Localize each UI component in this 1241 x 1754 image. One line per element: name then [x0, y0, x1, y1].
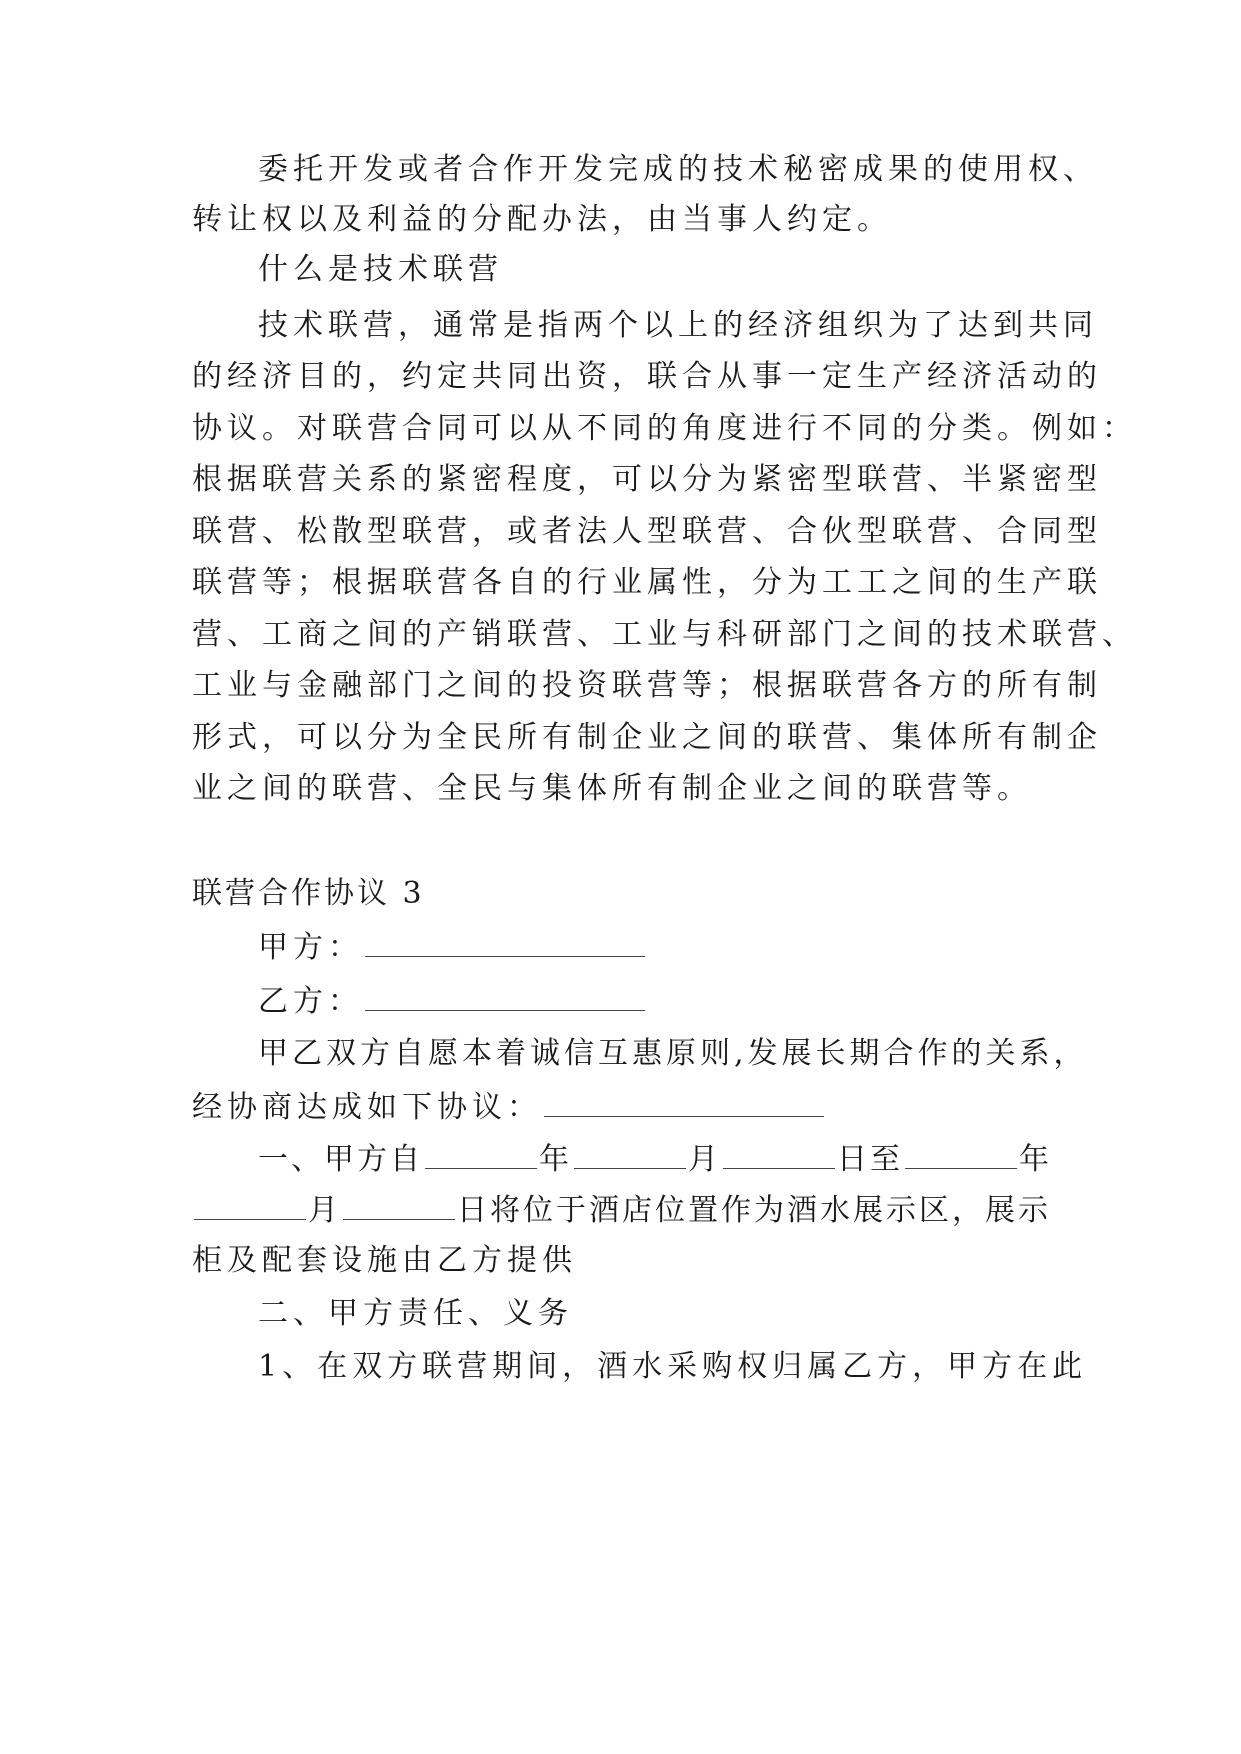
paragraph-line: 形式，可以分为全民所有制企业之间的联营、集体所有制企	[192, 720, 1102, 755]
party-a-label: 甲方：	[258, 930, 363, 965]
paragraph-line: 工业与金融部门之间的投资联营等；根据联营各方的所有制	[192, 668, 1102, 703]
paragraph-line: 委托开发或者合作开发完成的技术秘密成果的使用权、	[258, 152, 1098, 187]
paragraph-line: 根据联营关系的紧密程度，可以分为紧密型联营、半紧密型	[192, 462, 1102, 497]
start-day-blank[interactable]	[723, 1138, 835, 1169]
paragraph-line: 联营、松散型联营，或者法人型联营、合伙型联营、合同型	[192, 514, 1102, 549]
start-month-blank[interactable]	[574, 1138, 686, 1169]
month-label: 月	[308, 1193, 341, 1228]
intro-line-2	[192, 1086, 826, 1126]
clause-1-line-1	[258, 1138, 1052, 1178]
party-a-blank[interactable]	[365, 926, 645, 957]
clause-1-prefix: 一、甲方自	[258, 1142, 423, 1177]
end-year-blank[interactable]	[905, 1138, 1017, 1169]
paragraph-line: 转让权以及利益的分配办法，由当事人约定。	[192, 202, 892, 237]
section-title: 联营合作协议 3	[192, 876, 425, 911]
party-b-row	[258, 980, 647, 1020]
party-a-row	[258, 926, 647, 966]
end-month-blank[interactable]	[194, 1189, 306, 1220]
section-heading-2: 二、甲方责任、义务	[258, 1296, 573, 1331]
intro-line: 甲乙双方自愿本着诚信互惠原则,发展长期合作的关系，	[258, 1036, 1088, 1071]
agreement-blank[interactable]	[544, 1086, 824, 1117]
paragraph-line: 联营等；根据联营各自的行业属性，分为工工之间的生产联	[192, 565, 1102, 600]
month-label: 月	[688, 1142, 721, 1177]
year-label: 年	[1019, 1142, 1052, 1177]
clause-1-line-2	[192, 1189, 1051, 1229]
end-day-blank[interactable]	[343, 1189, 455, 1220]
start-year-blank[interactable]	[425, 1138, 537, 1169]
paragraph-line: 业之间的联营、全民与集体所有制企业之间的联营等。	[192, 771, 1032, 806]
paragraph-line: 技术联营，通常是指两个以上的经济组织为了达到共同	[258, 308, 1098, 343]
item-1-line: 1、在双方联营期间，酒水采购权归属乙方，甲方在此	[258, 1349, 1088, 1384]
party-b-label: 乙方：	[258, 984, 363, 1019]
day-to-label: 日至	[837, 1142, 903, 1177]
clause-1-line-3: 柜及配套设施由乙方提供	[192, 1243, 577, 1278]
year-label: 年	[539, 1142, 572, 1177]
clause-1-rest: 日将位于酒店位置作为酒水展示区，展示	[457, 1193, 1051, 1228]
intro-line-text: 经协商达成如下协议：	[192, 1090, 542, 1125]
party-b-blank[interactable]	[365, 980, 645, 1011]
paragraph-line: 协议。对联营合同可以从不同的角度进行不同的分类。例如：	[192, 411, 1137, 446]
paragraph-line: 营、工商之间的产销联营、工业与科研部门之间的技术联营、	[192, 617, 1137, 652]
paragraph-line: 的经济目的，约定共同出资，联合从事一定生产经济活动的	[192, 359, 1102, 394]
subheading: 什么是技术联营	[258, 252, 503, 287]
